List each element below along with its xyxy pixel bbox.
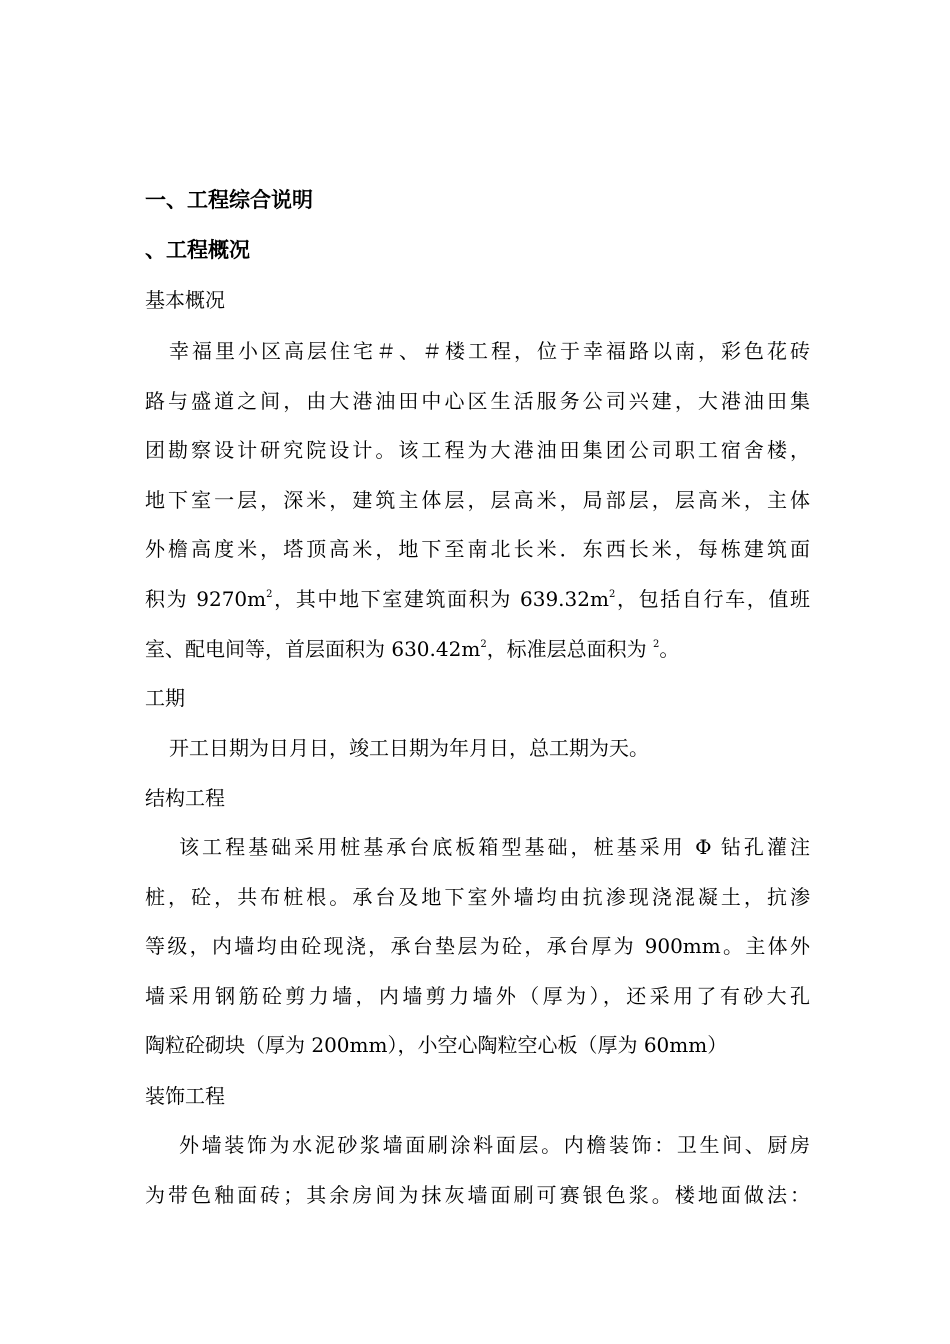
area-text: 积为 9270m (145, 586, 267, 611)
paragraph-line: 为带色釉面砖；其余房间为抹灰墙面刷可赛银色浆。楼地面做法： (145, 1182, 810, 1207)
superscript: 2 (608, 588, 616, 600)
subheading-basic: 基本概况 (145, 288, 225, 312)
section-heading-2: 、工程概况 (145, 238, 250, 262)
paragraph-line: 桩，砼，共布桩根。承台及地下室外墙均由抗渗现浇混凝土，抗渗 (145, 884, 810, 909)
area-text: ，包括自行车，值班 (615, 586, 810, 611)
paragraph-line: 该工程基础采用桩基承台底板箱型基础，桩基采用 Φ 钻孔灌注 (179, 835, 810, 859)
area-text: 室、配电间等，首层面积为 630.42m (145, 636, 481, 661)
paragraph-line: 地下室一层，深米，建筑主体层，层高米，局部层，层高米，主体 (145, 487, 810, 512)
paragraph-line: 外檐高度米，塔顶高米，地下至南北长米．东西长米，每栋建筑面 (145, 537, 810, 562)
subheading-decoration: 装饰工程 (145, 1084, 225, 1108)
area-text: ，其中地下室建筑面积为 639.32m (272, 586, 609, 611)
superscript: 2 (266, 588, 273, 600)
paragraph-line: 开工日期为日月日，竣工日期为年月日，总工期为天。 (169, 736, 649, 760)
paragraph-basic (145, 327, 810, 674)
paragraph-line: 路与盛道之间，由大港油田中心区生活服务公司兴建，大港油田集 (145, 388, 810, 413)
paragraph-structure (145, 823, 810, 1071)
area-text: 。 (659, 636, 680, 661)
paragraph-line: 幸福里小区高层住宅＃、＃楼工程，位于幸福路以南，彩色花砖 (169, 339, 810, 363)
paragraph-line (145, 625, 810, 675)
subheading-structure: 结构工程 (145, 786, 225, 810)
section-heading-1: 一、工程综合说明 (145, 188, 313, 212)
paragraph-decoration (145, 1121, 810, 1220)
paragraph-line: 等级，内墙均由砼现浇，承台垫层为砼，承台厚为 900mm。主体外 (145, 934, 810, 959)
paragraph-schedule (145, 724, 810, 774)
paragraph-line: 团勘察设计研究院设计。该工程为大港油田集团公司职工宿舍楼， (145, 438, 810, 463)
paragraph-line (145, 575, 810, 625)
paragraph-line: 陶粒砼砌块（厚为 200mm），小空心陶粒空心板（厚为 60mm） (145, 1033, 728, 1058)
superscript: 2 (653, 638, 660, 650)
superscript: 2 (480, 638, 487, 650)
paragraph-line: 墙采用钢筋砼剪力墙，内墙剪力墙外（厚为），还采用了有砂大孔 (145, 983, 810, 1008)
area-text: ，标准层总面积为 (486, 636, 654, 661)
subheading-schedule: 工期 (145, 686, 185, 710)
paragraph-line: 外墙装饰为水泥砂浆墙面刷涂料面层。内檐装饰：卫生间、厨房 (179, 1133, 810, 1157)
